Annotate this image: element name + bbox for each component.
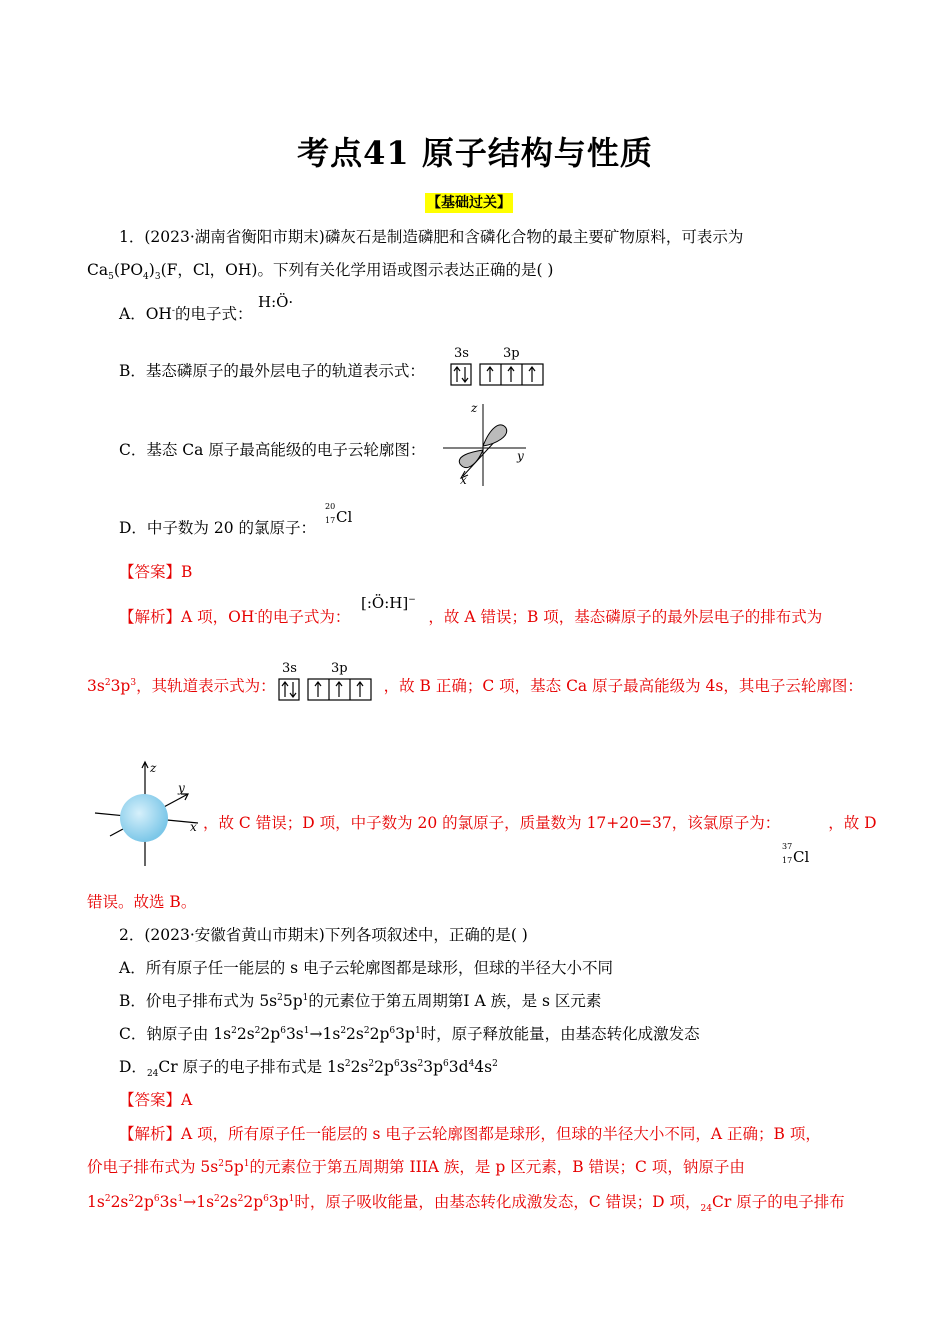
- q1-option-c: C．基态 Ca 原子最高能级的电子云轮廓图：: [119, 441, 426, 459]
- page-title: 考点41 原子结构与性质: [297, 134, 653, 172]
- q1-answer: 【答案】B: [119, 563, 193, 581]
- axis-z-label: z: [471, 401, 478, 415]
- q1-explanation-oh-formula: [:Ö:H]−: [361, 594, 416, 612]
- q1-explanation-line2: $3s^23p^3$，其轨道表示式为： ，故 B 正确；C 项，基态 Ca 原子最高能级为 4s，其电子云轮廓图：: [87, 677, 863, 695]
- axis-x-label: x: [190, 820, 197, 834]
- label-3s: 3s: [282, 661, 297, 676]
- q1-option-a-formula: H:Ö·: [258, 293, 294, 311]
- q1-stem-line2: $Ca_5(PO_4)_3(F$，Cl，OH)。下列有关化学用语或图示表达正确的是( ): [87, 261, 554, 283]
- q2-explanation-line3: $1s^22s^22p^63s^1\to 1s^22s^22p^63p^1$时，原子吸收能量，由基态转化成激发态，C 错误；D 项，$_{24}$Cr 原子的电子排布: [87, 1193, 845, 1215]
- q1-explanation-line3: ，故 C 错误；D 项，中子数为 20 的氯原子，质量数为 17+20=37，该氯原子为： ，故 D: [203, 814, 877, 832]
- axis-y-label: y: [517, 449, 524, 463]
- q1-explanation-orbital-diagram: [276, 658, 376, 704]
- section-tag: 【基础过关】: [427, 195, 511, 211]
- q2-option-c: C．钠原子由 $1s^22s^22p^63s^1\to 1s^22s^22p^63p^1$时，原子释放能量，由基态转化成激发态: [119, 1025, 700, 1043]
- q1-explanation-line4: 错误。故选 B。: [87, 893, 197, 911]
- q1-explanation-s-orbital-diagram: [90, 758, 205, 870]
- q2-option-d: D．$_{24}$Cr 原子的电子排布式是 $1s^22s^22p^63s^23p^63d^44s^2$: [119, 1058, 498, 1080]
- axis-y-label: y: [178, 781, 185, 795]
- label-3s: 3s: [454, 346, 469, 361]
- q2-answer: 【答案】A: [119, 1091, 193, 1109]
- label-3p: 3p: [503, 346, 520, 361]
- q1-option-a: A．OH-的电子式：: [119, 305, 253, 323]
- q1-option-d: D．中子数为 20 的氯原子：: [119, 519, 317, 537]
- q1-explanation-line1: 【解析】A 项，OH-的电子式为： ，故 A 错误；B 项，基态磷原子的最外层电子的排布式为: [119, 608, 823, 626]
- q2-explanation-line1: 【解析】A 项，所有原子任一能层的 s 电子云轮廓图都是球形，但球的半径大小不同，A 正确；B 项，: [119, 1125, 821, 1143]
- axis-x-label: x: [460, 473, 467, 487]
- axis-z-label: z: [150, 761, 157, 775]
- q1-stem-line1: 1．(2023·湖南省衡阳市期末)磷灰石是制造磷肥和含磷化合物的最主要矿物原料，可表示为: [119, 228, 744, 246]
- q1-option-b-orbital-diagram: [448, 343, 548, 389]
- q2-stem: 2．(2023·安徽省黄山市期末)下列各项叙述中，正确的是( ): [119, 926, 528, 944]
- q1-option-c-p-orbital-diagram: [438, 398, 533, 490]
- q1-option-b: B．基态磷原子的最外层电子的轨道表示式：: [119, 362, 425, 380]
- q2-option-a: A．所有原子任一能层的 s 电子云轮廓图都是球形，但球的半径大小不同: [119, 959, 614, 977]
- q2-explanation-line2: 价电子排布式为 $5s^25p^1$的元素位于第五周期第 IIIA 族，是 p 区元素，B 错误；C 项，钠原子由: [87, 1158, 745, 1176]
- label-3p: 3p: [331, 661, 348, 676]
- q2-option-b: B．价电子排布式为 $5s^25p^1$的元素位于第五周期第Ⅰ A 族，是 s 区元素: [119, 992, 602, 1010]
